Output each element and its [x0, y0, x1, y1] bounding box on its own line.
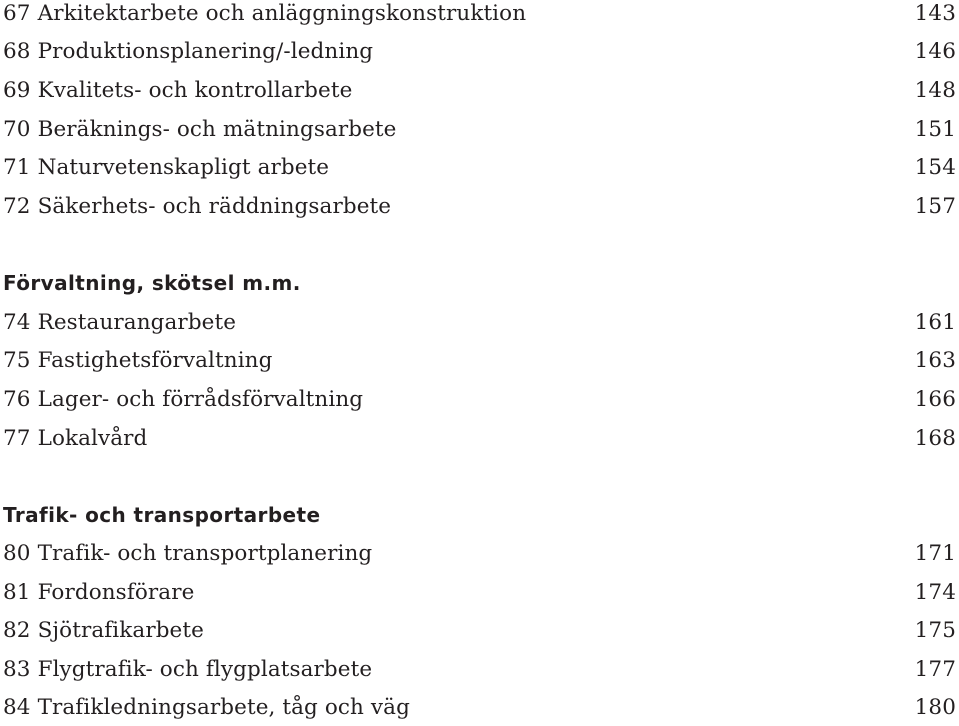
toc-entry[interactable] [3, 650, 956, 688]
entry-number: 72 [3, 193, 31, 219]
entry-page-number: 175 [914, 617, 956, 643]
entry-title: Lokalvård [37, 425, 148, 451]
toc-entry[interactable] [3, 688, 956, 726]
entry-number: 69 [3, 77, 31, 103]
entry-page-number: 154 [914, 154, 956, 180]
entry-number: 71 [3, 154, 31, 180]
entry-page-number: 148 [914, 77, 956, 103]
entry-title: Beräknings- och mätningsarbete [37, 116, 397, 142]
entry-title: Trafik- och transportplanering [37, 540, 373, 566]
entry-title: Arkitektarbete och anläggningskonstruktion [37, 0, 527, 26]
entry-page-number: 163 [914, 347, 956, 373]
entry-page-number: 143 [914, 0, 956, 26]
toc-entry[interactable] [3, 303, 956, 341]
entry-title: Sjötrafikarbete [37, 617, 204, 643]
entry-title: Flygtrafik- och flygplatsarbete [37, 656, 373, 682]
entry-page-number: 177 [914, 656, 956, 682]
entry-number: 68 [3, 38, 31, 64]
entry-title: Restaurangarbete [37, 309, 237, 335]
toc-entry[interactable] [3, 341, 956, 379]
entry-number: 76 [3, 386, 31, 412]
entry-title: Fastighetsförvaltning [37, 347, 273, 373]
toc-entry[interactable] [3, 611, 956, 649]
toc-entry[interactable] [3, 148, 956, 186]
toc-entry[interactable] [3, 110, 956, 148]
toc-entry[interactable] [3, 32, 956, 70]
entry-number: 75 [3, 347, 31, 373]
entry-page-number: 151 [914, 116, 956, 142]
entry-number: 70 [3, 116, 31, 142]
entry-title: Lager- och förrådsförvaltning [37, 386, 364, 412]
entry-title: Kvalitets- och kontrollarbete [37, 77, 353, 103]
entry-page-number: 157 [914, 193, 956, 219]
toc-entry[interactable] [3, 0, 956, 32]
entry-page-number: 146 [914, 38, 956, 64]
toc-entry[interactable] [3, 573, 956, 611]
entry-title: Naturvetenskapligt arbete [37, 154, 330, 180]
entry-number: 67 [3, 0, 31, 26]
entry-number: 83 [3, 656, 31, 682]
entry-number: 82 [3, 617, 31, 643]
entry-page-number: 168 [914, 425, 956, 451]
entry-title: Säkerhets- och räddningsarbete [37, 193, 392, 219]
entry-page-number: 161 [914, 309, 956, 335]
entry-page-number: 166 [914, 386, 956, 412]
entry-title: Fordonsförare [37, 579, 195, 605]
entry-page-number: 174 [914, 579, 956, 605]
toc-entry[interactable] [3, 380, 956, 418]
section-heading: Trafik- och transportarbete [3, 503, 321, 527]
entry-number: 84 [3, 694, 31, 720]
entry-number: 74 [3, 309, 31, 335]
toc-entry[interactable] [3, 187, 956, 225]
entry-number: 81 [3, 579, 31, 605]
toc-entry[interactable] [3, 419, 956, 457]
section-heading: Förvaltning, skötsel m.m. [3, 271, 301, 295]
entry-title: Trafikledningsarbete, tåg och väg [37, 694, 410, 720]
entry-page-number: 171 [914, 540, 956, 566]
toc-entry[interactable] [3, 534, 956, 572]
entry-number: 77 [3, 425, 31, 451]
entry-page-number: 180 [914, 694, 956, 720]
toc-entry[interactable] [3, 71, 956, 109]
entry-number: 80 [3, 540, 31, 566]
entry-title: Produktionsplanering/-ledning [37, 38, 374, 64]
